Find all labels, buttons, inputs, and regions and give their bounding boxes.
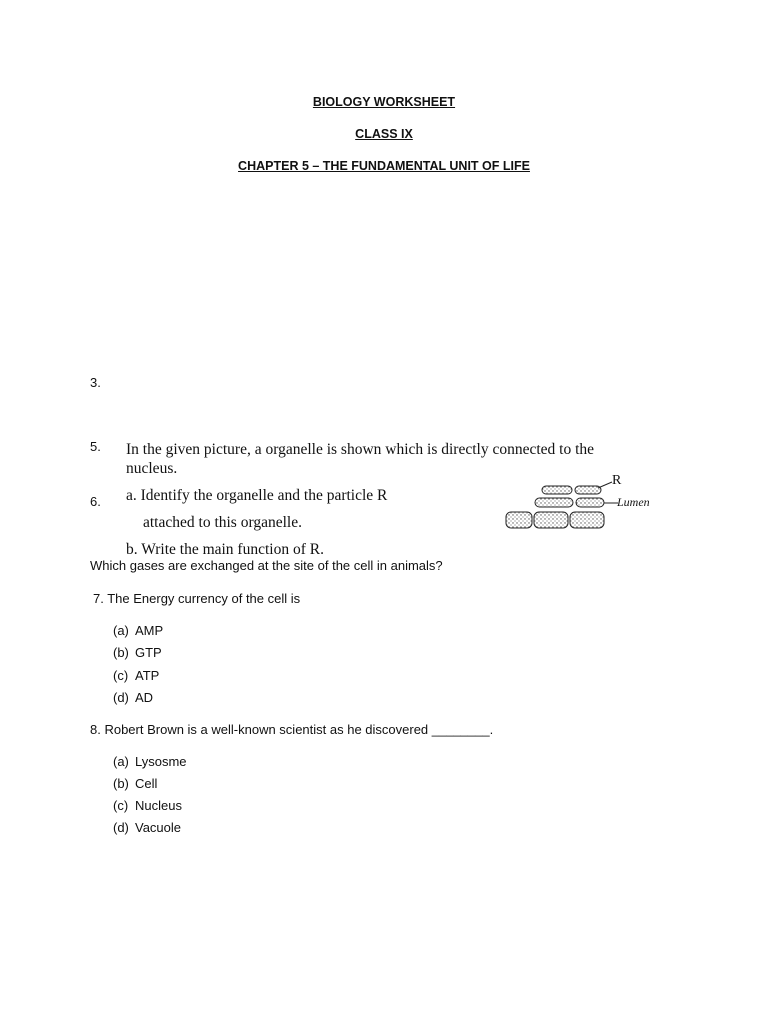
question-6-number: 6. (90, 494, 101, 509)
cisterna-low-2 (534, 512, 568, 528)
question-3-number: 3. (90, 375, 101, 390)
question-5-line-2: nucleus. (126, 460, 178, 477)
question-5-number: 5. (90, 439, 101, 454)
question-7-option-c: (c) ATP (113, 668, 160, 683)
cisterna-mid-1 (535, 498, 573, 507)
endoplasmic-reticulum-diagram (500, 470, 670, 540)
question-6-part-a-line-2: attached to this organelle. (143, 514, 302, 531)
class-title: CLASS IX (355, 127, 413, 141)
pointer-line-r (598, 482, 612, 488)
question-8-option-d: (d) Vacuole (113, 820, 182, 835)
cisterna-top-2 (575, 486, 601, 494)
label-lumen: Lumen (617, 495, 650, 509)
question-8-option-a: (a) Lysosme (113, 754, 187, 769)
question-5-line-1: In the given picture, a organelle is shown which is directly connected to the (126, 441, 595, 458)
worksheet-title: BIOLOGY WORKSHEET (312, 95, 456, 109)
question-8-option-c: (c) Nucleus (113, 798, 182, 813)
cisterna-mid-2 (576, 498, 604, 507)
question-7-option-b: (b) GTP (113, 645, 162, 660)
question-6-part-b: b. Write the main function of R. (126, 541, 324, 558)
question-7-text: 7. The Energy currency of the cell is (93, 591, 301, 606)
question-6-part-a-line-1: a. Identify the organelle and the particle R (126, 487, 388, 504)
question-7-option-a: (a) AMP (113, 623, 164, 638)
question-7-option-d: (d) AD (113, 690, 154, 705)
question-8-text: 8. Robert Brown is a well-known scientist as he discovered ________. (90, 722, 494, 737)
cisterna-low-3 (570, 512, 604, 528)
label-r: R (612, 473, 622, 488)
cisterna-top-1 (542, 486, 572, 494)
question-8-option-b: (b) Cell (113, 776, 158, 791)
cisterna-low-1 (506, 512, 532, 528)
gases-question: Which gases are exchanged at the site of the cell in animals? (90, 558, 443, 573)
chapter-title: CHAPTER 5 – THE FUNDAMENTAL UNIT OF LIFE (238, 159, 530, 173)
